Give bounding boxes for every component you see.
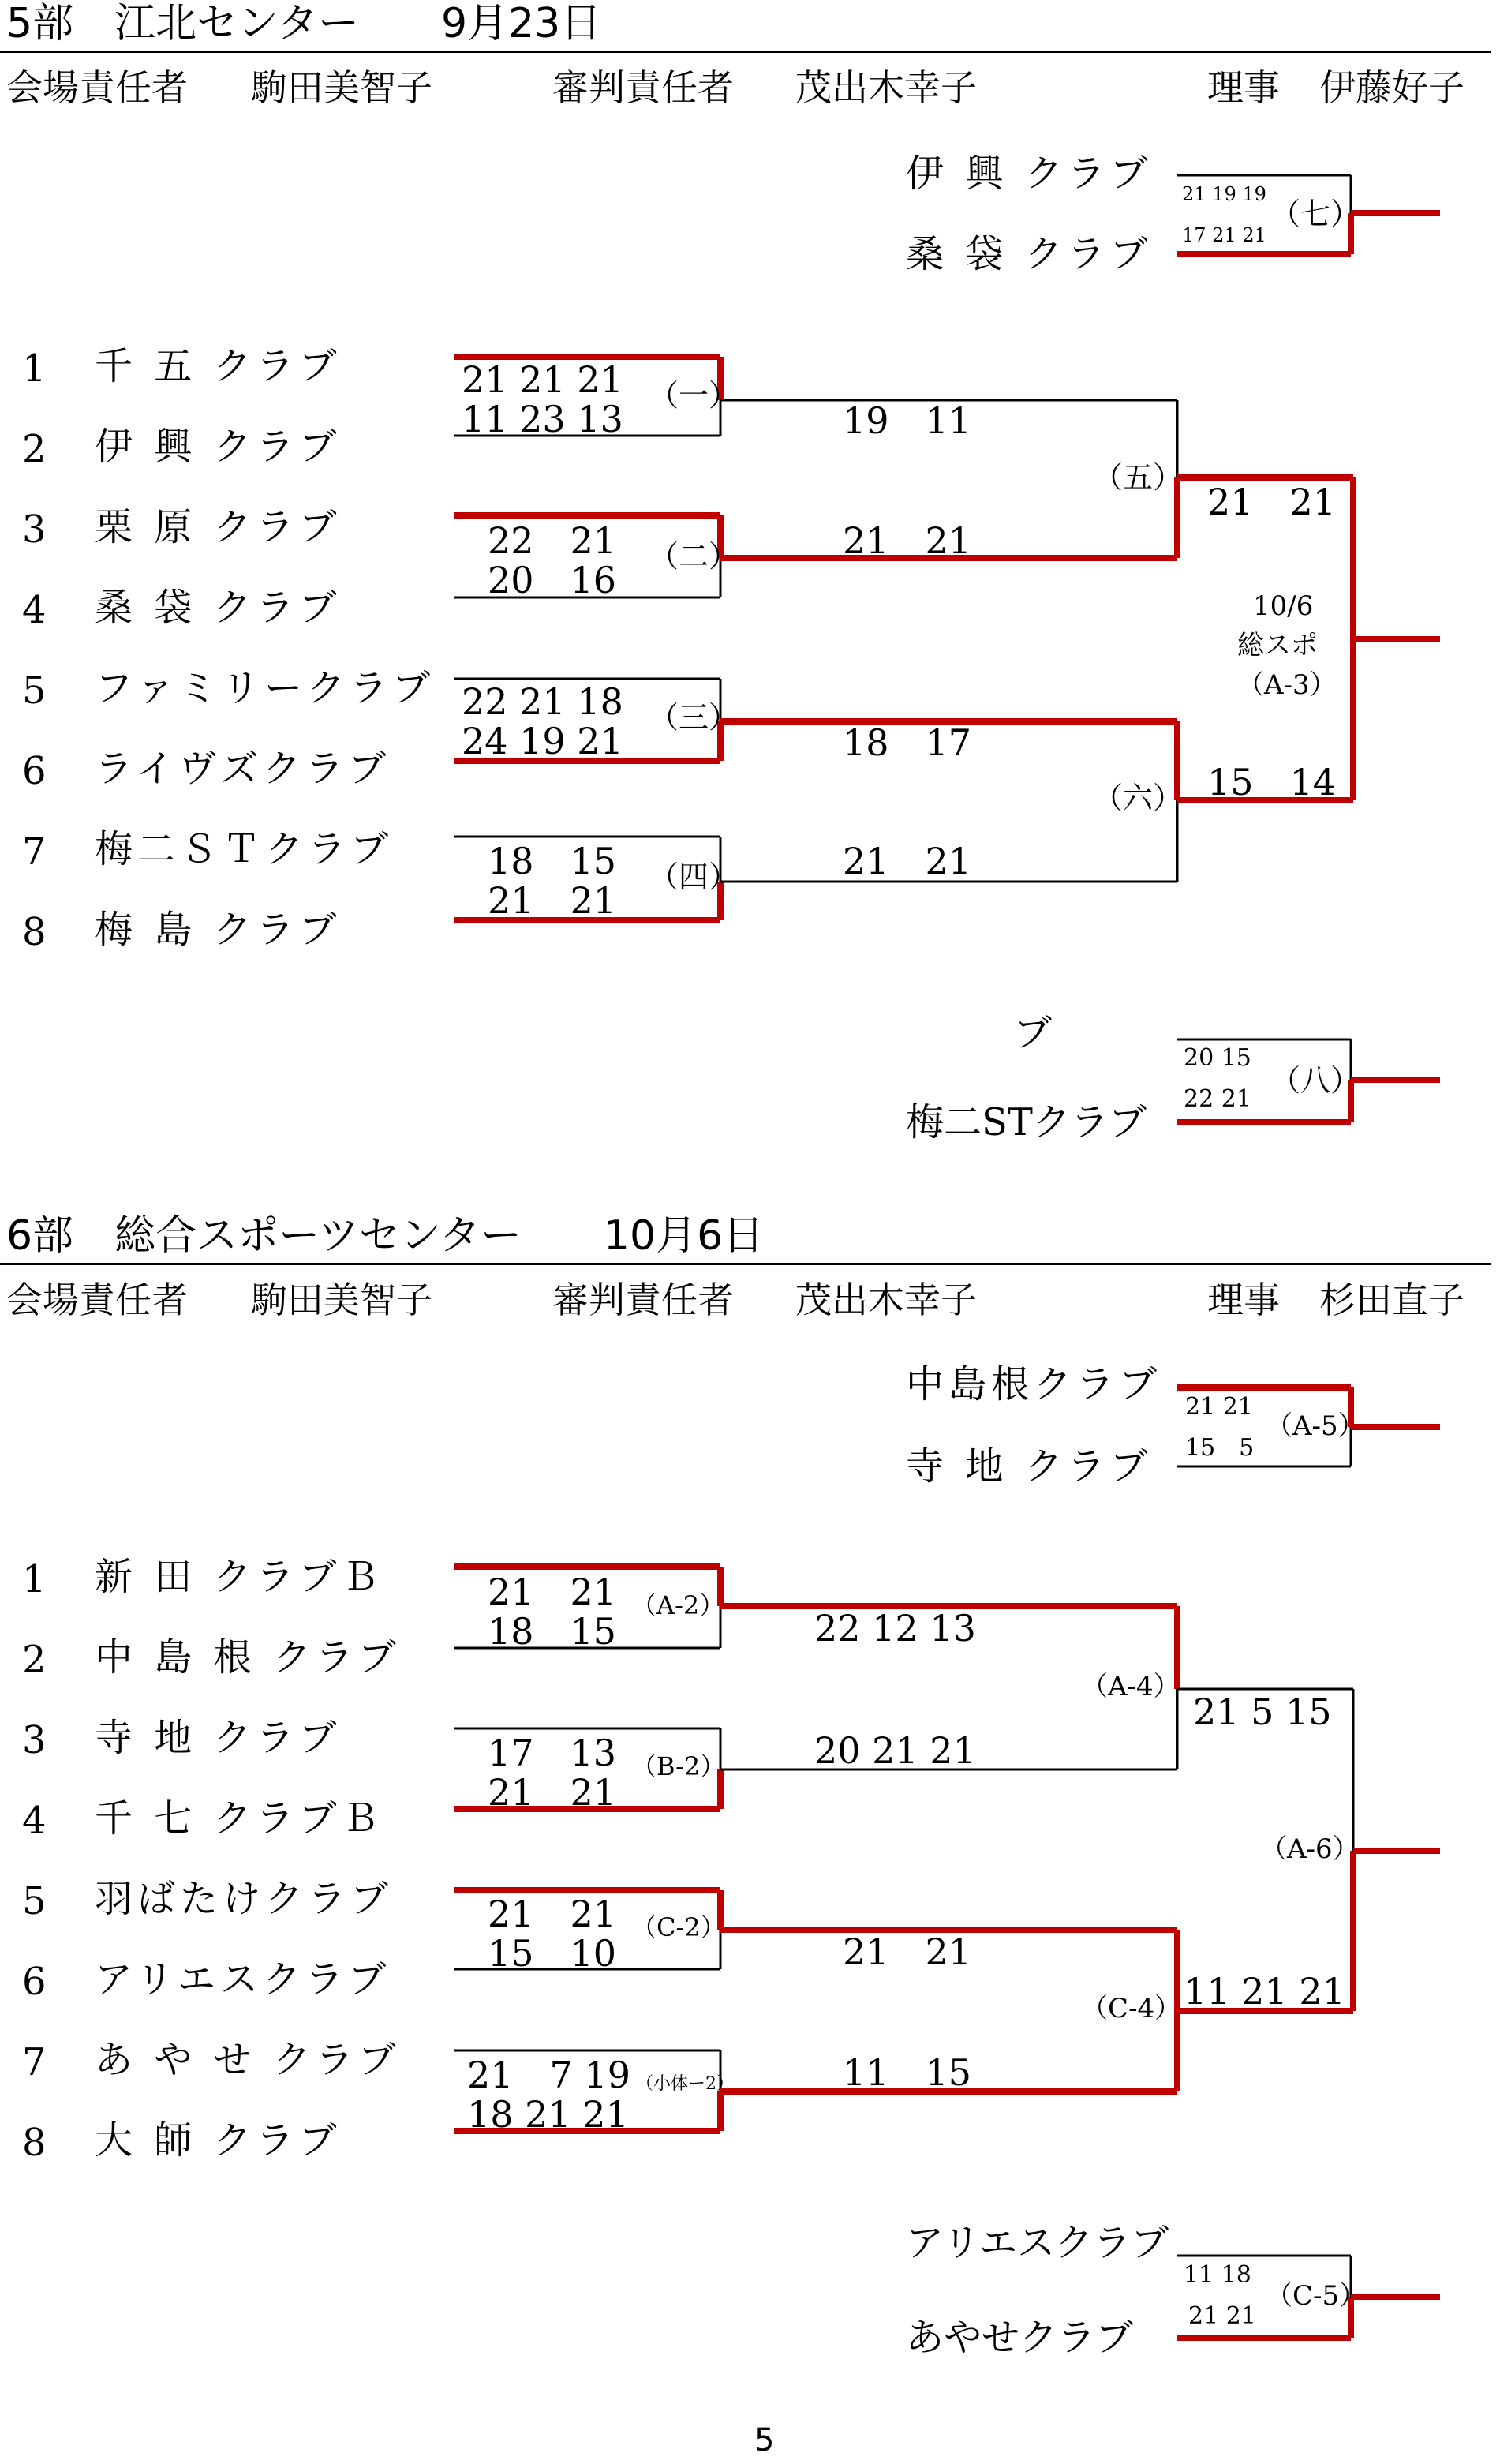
s6-venue-label: 会場責任者	[6, 1279, 188, 1321]
s6-r1-m2-score-top: 17 13	[488, 1732, 617, 1774]
s5-r1-m1-score-bottom: 11 23 13	[462, 398, 623, 440]
s6-r2-score-1: 22 12 13	[814, 1607, 976, 1650]
s6-r1-m1-score-top: 21 21	[488, 1571, 617, 1613]
s5-r2-label-2: （六）	[1093, 781, 1184, 815]
s5-r1-m4-label: （四）	[649, 859, 739, 894]
s6-referee-name: 茂出木幸子	[795, 1279, 977, 1321]
s6-r1-m4-score-bottom: 18 21 21	[467, 2093, 629, 2136]
s5-final-note-venue: 総スポ	[1237, 630, 1318, 661]
s6-team-2-name: 中 島 根 クラブ	[95, 1635, 401, 1679]
s5-r1-m1-label: （一）	[649, 378, 739, 413]
s5-director-label: 理事	[1207, 66, 1280, 109]
s6-r1-m3-score-bottom: 15 10	[488, 1932, 617, 1975]
s6-team-7-name: あ や せ クラブ	[95, 2038, 401, 2082]
s6-r1-m2-score-bottom: 21 21	[488, 1771, 617, 1814]
s5-team-8-num: 8	[22, 910, 47, 954]
s6-extra-bottom-team-1: アリエスクラブ	[906, 2221, 1169, 2265]
s5-r2-score-1: 19 11	[843, 399, 972, 442]
s6-r1-m2-label: （B-2）	[631, 1751, 726, 1781]
s6-venue-name: 駒田美智子	[251, 1279, 432, 1321]
s5-team-5-num: 5	[22, 668, 47, 713]
s5-team-4-num: 4	[22, 588, 47, 632]
s5-extra-top-label: （七）	[1270, 197, 1361, 231]
s5-venue-name: 駒田美智子	[251, 66, 432, 109]
s5-team-3-num: 3	[22, 507, 47, 552]
s5-team-1-name: 千 五 クラブ	[95, 344, 342, 388]
s5-r1-m3-score-bottom: 24 19 21	[462, 720, 623, 762]
s6-r1-m1-label: （A-2）	[631, 1590, 725, 1620]
s6-r1-m3-score-top: 21 21	[488, 1893, 617, 1935]
s6-r2-score-4: 11 15	[843, 2051, 972, 2094]
s5-r1-m3-label: （三）	[649, 700, 739, 735]
s6-r1-m1-score-bottom: 18 15	[488, 1610, 617, 1653]
s5-extra-bottom-score-1: 20 15	[1184, 1044, 1251, 1072]
s6-r1-m4-label: （小体ー2）	[636, 2074, 734, 2094]
s6-team-6-num: 6	[22, 1960, 47, 2004]
s6-title-rule	[0, 1263, 1491, 1265]
s6-team-7-num: 7	[22, 2040, 47, 2084]
s5-team-4-name: 桑 袋 クラブ	[95, 586, 342, 630]
s6-extra-bottom-team-2: あやせクラブ	[906, 2316, 1134, 2360]
s5-team-2-num: 2	[22, 427, 47, 471]
s5-r1-m4-score-top: 18 15	[488, 840, 617, 882]
s6-final-label: （A-6）	[1260, 1833, 1360, 1865]
s5-extra-top-team-1: 伊 興 クラブ	[906, 152, 1153, 196]
s5-extra-bottom-label: （八）	[1270, 1063, 1361, 1098]
s5-venue-label: 会場責任者	[6, 66, 188, 109]
s6-team-3-name: 寺 地 クラブ	[95, 1716, 342, 1760]
s5-r2-label-1: （五）	[1093, 460, 1184, 495]
s5-r1-m2-label: （二）	[649, 539, 739, 574]
s5-r2-score-2: 21 21	[843, 519, 972, 562]
s6-team-4-num: 4	[22, 1799, 47, 1843]
s5-r1-m4-score-bottom: 21 21	[488, 879, 617, 922]
s5-team-7-name: 梅二ＳＴクラブ	[95, 827, 394, 871]
s5-extra-bottom-team-1: ブ	[1014, 1011, 1057, 1055]
s5-extra-bottom-team-2: 梅二STクラブ	[906, 1100, 1147, 1144]
s6-extra-top-team-2: 寺 地 クラブ	[906, 1444, 1153, 1489]
s6-referee-label: 審判責任者	[552, 1279, 734, 1321]
s5-extra-top-team-2: 桑 袋 クラブ	[906, 232, 1153, 276]
s6-director-label: 理事	[1207, 1279, 1280, 1321]
s5-final-note-match: （A-3）	[1237, 669, 1337, 701]
s5-team-6-num: 6	[22, 749, 47, 793]
s5-referee-name: 茂出木幸子	[795, 66, 977, 109]
s6-r2-score-3: 21 21	[843, 1930, 972, 1973]
s6-extra-top-score-1: 21 21	[1185, 1393, 1253, 1421]
s6-team-2-num: 2	[22, 1638, 47, 1682]
s6-final-score-2: 11 21 21	[1184, 1970, 1345, 2013]
s5-team-6-name: ライヴズクラブ	[95, 747, 391, 791]
s5-team-2-name: 伊 興 クラブ	[95, 425, 342, 469]
s6-title: 6部 総合スポーツセンター 10月6日	[6, 1212, 765, 1260]
s6-extra-bottom-score-1: 11 18	[1184, 2261, 1251, 2289]
s5-final-note-date: 10/6	[1253, 590, 1314, 622]
s5-director-name: 伊藤好子	[1319, 66, 1464, 109]
s6-team-6-name: アリエスクラブ	[95, 1957, 391, 2002]
s5-r2-score-3: 18 17	[843, 721, 972, 764]
s6-team-4-name: 千 七 クラブＢ	[95, 1796, 384, 1841]
s5-team-3-name: 栗 原 クラブ	[95, 505, 342, 549]
s5-team-7-num: 7	[22, 829, 47, 874]
s5-r1-m2-score-top: 22 21	[488, 519, 617, 562]
s5-r1-m2-score-bottom: 20 16	[488, 559, 617, 601]
s5-title-rule	[0, 51, 1491, 53]
s6-team-1-name: 新 田 クラブＢ	[95, 1555, 384, 1599]
s6-team-8-num: 8	[22, 2121, 47, 2165]
s6-r2-score-2: 20 21 21	[814, 1729, 976, 1772]
s5-team-5-name: ファミリークラブ	[95, 666, 436, 710]
s6-r1-m3-label: （C-2）	[631, 1912, 726, 1942]
s5-r2-score-4: 21 21	[843, 840, 972, 882]
s5-extra-top-score-2: 17 21 21	[1182, 224, 1266, 246]
s6-extra-top-score-2: 15 5	[1185, 1434, 1255, 1462]
s6-team-3-num: 3	[22, 1718, 47, 1762]
s6-team-5-num: 5	[22, 1879, 47, 1923]
s6-r2-label-2: （C-4）	[1081, 1993, 1182, 2024]
s5-team-1-num: 1	[22, 346, 47, 391]
s5-title: 5部 江北センター 9月23日	[6, 0, 602, 47]
s6-team-1-num: 1	[22, 1557, 47, 1601]
s5-extra-bottom-score-2: 22 21	[1184, 1085, 1251, 1113]
s5-final-score-1: 21 21	[1207, 481, 1337, 523]
s6-extra-top-team-1: 中島根クラブ	[906, 1362, 1162, 1406]
s6-director-name: 杉田直子	[1319, 1279, 1464, 1321]
s6-team-5-name: 羽ばたけクラブ	[95, 1877, 394, 1921]
s6-extra-bottom-score-2: 21 21	[1188, 2302, 1256, 2330]
s5-final-score-2: 15 14	[1207, 761, 1337, 803]
s6-final-score-1: 21 5 15	[1193, 1691, 1332, 1733]
s6-extra-bottom-label: （C-5）	[1266, 2280, 1367, 2312]
s5-r1-m1-score-top: 21 21 21	[462, 358, 623, 401]
s6-r1-m4-score-top: 21 7 19	[467, 2054, 630, 2096]
s6-r2-label-1: （A-4）	[1081, 1671, 1180, 1702]
s5-extra-top-score-1: 21 19 19	[1182, 183, 1266, 205]
s5-referee-label: 審判責任者	[552, 66, 734, 109]
s6-team-8-name: 大 師 クラブ	[95, 2118, 342, 2163]
s5-team-8-name: 梅 島 クラブ	[95, 908, 342, 952]
s6-extra-top-label: （A-5）	[1266, 1410, 1365, 1442]
s5-r1-m3-score-top: 22 21 18	[462, 680, 623, 723]
page-number: 5	[754, 2422, 775, 2458]
